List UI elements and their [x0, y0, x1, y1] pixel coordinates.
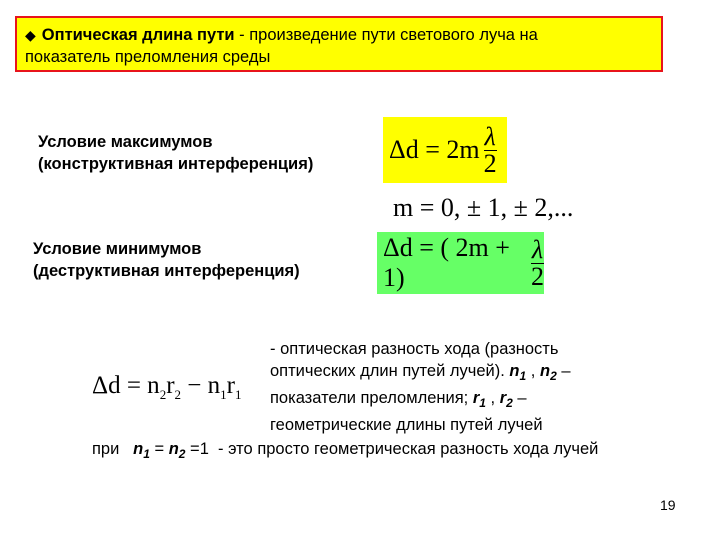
desc-line2: [270, 360, 571, 387]
r2-symbol: r: [499, 389, 507, 407]
comma: ,: [526, 362, 540, 380]
n2-symbol: n: [539, 362, 551, 380]
maximum-label-line1: Условие максимумов: [38, 133, 213, 151]
fraction-denominator: 2: [483, 148, 497, 178]
title-definition-line2: показатель преломления среды: [25, 48, 271, 66]
footer-n1-subscript: 1: [143, 447, 150, 461]
maximum-formula: [383, 117, 507, 183]
formula-sub-r2: 2: [174, 387, 182, 402]
n1-symbol: n: [509, 362, 520, 380]
minimum-label-line2: (деструктивная интерференция): [33, 262, 300, 280]
footer-equals: =: [149, 440, 169, 458]
formula-r: r: [166, 372, 175, 399]
comma: ,: [485, 389, 500, 407]
m-values: m = 0, ± 1, ± 2,...: [393, 193, 574, 222]
footer-n2-subscript: 2: [178, 447, 186, 461]
footer-line: [92, 438, 598, 465]
footer-text: - это просто геометрическая разность хода лучей: [218, 440, 599, 458]
maximum-formula-fraction: [483, 121, 497, 178]
path-difference-description: [270, 338, 571, 436]
r1-subscript: 1: [479, 396, 486, 410]
minimum-formula-fraction: [531, 234, 544, 291]
title-term: Оптическая длина пути: [41, 26, 235, 44]
maximum-formula-lhs: Δd = 2m: [389, 135, 480, 164]
formula-minus: − n: [181, 372, 221, 399]
maximum-label: [38, 131, 313, 175]
title-box: [15, 16, 663, 72]
minimum-label-line1: Условие минимумов: [33, 240, 202, 258]
r1-symbol: r: [472, 389, 480, 407]
page-number: 19: [660, 497, 676, 513]
lambda-numerator: λ: [484, 121, 496, 151]
formula-prefix: Δd = n: [92, 372, 160, 399]
footer-n1-symbol: n: [133, 440, 144, 458]
minimum-formula: [377, 232, 544, 294]
desc-line2-text: оптических длин путей лучей).: [270, 362, 505, 380]
n2-subscript: 2: [550, 369, 557, 383]
formula-sub-r1: 1: [234, 387, 242, 402]
footer-equals-one: =1: [185, 440, 209, 458]
diamond-icon: ◆: [25, 27, 36, 43]
dash: –: [556, 362, 571, 380]
lambda-numerator: λ: [531, 234, 544, 264]
footer-n2-symbol: n: [168, 440, 179, 458]
title-dash: -: [234, 26, 250, 44]
minimum-formula-lhs: Δd = ( 2m + 1): [383, 233, 510, 292]
maximum-label-line2: (конструктивная интерференция): [38, 155, 314, 173]
formula-r1: r: [226, 372, 235, 399]
fraction-denominator: 2: [531, 261, 544, 291]
desc-line3-text: показатели преломления;: [270, 389, 469, 407]
formula-sub-n2: 2: [159, 387, 167, 402]
r2-subscript: 2: [506, 396, 513, 410]
minimum-label: [33, 238, 300, 282]
desc-line4: геометрические длины путей лучей: [270, 416, 543, 434]
formula-sub-n1: 1: [220, 387, 227, 402]
title-definition-line1: произведение пути светового луча на: [249, 26, 538, 44]
n1-subscript: 1: [519, 369, 527, 383]
path-difference-formula: [92, 372, 241, 403]
desc-line1: - оптическая разность хода (разность: [270, 340, 559, 358]
desc-line3: [270, 387, 571, 414]
footer-pri: при: [92, 440, 120, 458]
dash: –: [512, 389, 527, 407]
